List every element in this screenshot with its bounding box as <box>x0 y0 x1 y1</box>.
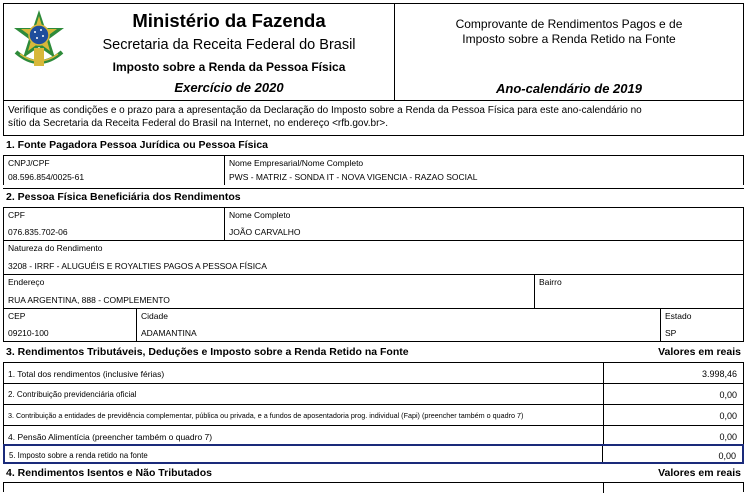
tax-title: Imposto sobre a Renda da Pessoa Física <box>112 60 346 74</box>
endereco-field <box>3 274 535 308</box>
cidade-field <box>136 308 661 342</box>
endereco-value: RUA ARGENTINA, 888 - COMPLEMENTO <box>8 295 170 305</box>
section4-valores-label: Valores em reais <box>658 467 741 479</box>
cep-value: 09210-100 <box>8 328 49 338</box>
table-row <box>3 482 744 492</box>
cpf-label: CPF <box>8 210 25 220</box>
header-right-box <box>394 3 744 101</box>
section2-divider <box>3 188 744 189</box>
beneficiario-nome-field <box>224 207 744 240</box>
natureza-value: 3208 - IRRF - ALUGUÉIS E ROYALTIES PAGOS A PESSOA FÍSICA <box>8 261 267 271</box>
notice-box <box>3 101 744 136</box>
row5-value: 0,00 <box>718 451 736 461</box>
exercicio-label: Exercício de 2020 <box>174 80 284 95</box>
value-column-divider <box>603 363 604 384</box>
value-column-divider <box>603 384 604 405</box>
comprovante-title-line2: Imposto sobre a Renda Retido na Fonte <box>462 32 676 46</box>
cnpj-value: 08.596.854/0025-61 <box>8 172 85 182</box>
estado-label: Estado <box>665 311 692 321</box>
table-row <box>3 404 744 425</box>
row1-value: 3.998,46 <box>701 369 737 379</box>
beneficiario-nome-label: Nome Completo <box>229 210 291 220</box>
row4-label: 4. Pensão Alimentícia (preencher também o quadro 7) <box>8 432 213 442</box>
row2-value: 0,00 <box>719 390 737 400</box>
fonte-nome-value: PWS - MATRIZ - SONDA IT - NOVA VIGENCIA - RAZAO SOCIAL <box>229 172 478 182</box>
row4-value: 0,00 <box>719 432 737 442</box>
cpf-value: 076.835.702-06 <box>8 227 68 237</box>
beneficiario-nome-value: JOÃO CARVALHO <box>229 227 301 237</box>
value-column-divider <box>603 426 604 445</box>
row2-label: 2. Contribuição previdenciária oficial <box>8 390 137 399</box>
ministry-title: Ministério da Fazenda <box>132 10 326 31</box>
secretariat-title: Secretaria da Receita Federal do Brasil <box>102 37 356 53</box>
natureza-field <box>3 240 744 274</box>
table-row <box>3 425 744 445</box>
brazil-coat-of-arms-icon <box>10 8 68 72</box>
endereco-label: Endereço <box>8 277 45 287</box>
section3-title: 3. Rendimentos Tributáveis, Deduções e Imposto sobre a Renda Retido na Fonte <box>6 346 409 358</box>
bairro-field <box>534 274 744 308</box>
section4-title: 4. Rendimentos Isentos e Não Tributados <box>6 467 212 479</box>
cpf-field <box>3 207 225 240</box>
cnpj-label: CNPJ/CPF <box>8 158 50 168</box>
table-row <box>3 383 744 404</box>
table-row-selected[interactable] <box>3 444 744 464</box>
row3-label: 3. Contribuição a entidades de previdência complementar, pública ou privada, e a fundos de aposentadoria prog. individual (Fapi) (preencher também o quadro 7) <box>8 411 524 420</box>
cidade-label: Cidade <box>141 311 168 321</box>
section3-valores-label: Valores em reais <box>658 346 741 358</box>
cidade-value: ADAMANTINA <box>141 328 197 338</box>
fonte-nome-label: Nome Empresarial/Nome Completo <box>229 158 364 168</box>
estado-value: SP <box>665 328 677 338</box>
comprovante-title-line1: Comprovante de Rendimentos Pagos e de <box>455 17 683 31</box>
value-column-divider <box>603 483 604 493</box>
notice-text-line2: sítio da Secretaria da Receita Federal do Brasil na Internet, no endereço <rfb.gov.br>. <box>8 118 389 129</box>
ano-calendario-label: Ano-calendário de 2019 <box>496 81 642 96</box>
row5-label: 5. Imposto sobre a renda retido na fonte <box>9 451 148 460</box>
value-column-divider <box>603 405 604 426</box>
notice-text-line1: Verifique as condições e o prazo para a apresentação da Declaração do Imposto sobre a Renda da Pessoa Física para este ano-calendário no <box>8 105 642 116</box>
table-row <box>3 362 744 383</box>
estado-field <box>660 308 744 342</box>
fonte-nome-field <box>224 155 744 185</box>
section2-title: 2. Pessoa Física Beneficiária dos Rendimentos <box>6 191 241 203</box>
header-left-box <box>3 3 395 101</box>
cep-label: CEP <box>8 311 26 321</box>
natureza-label: Natureza do Rendimento <box>8 243 103 253</box>
row1-label: 1. Total dos rendimentos (inclusive férias) <box>8 369 165 379</box>
cep-field <box>3 308 137 342</box>
cnpj-field <box>3 155 225 185</box>
section1-title: 1. Fonte Pagadora Pessoa Jurídica ou Pessoa Física <box>6 139 269 151</box>
bairro-label: Bairro <box>539 277 562 287</box>
row3-value: 0,00 <box>719 411 737 421</box>
value-column-divider <box>602 446 603 462</box>
